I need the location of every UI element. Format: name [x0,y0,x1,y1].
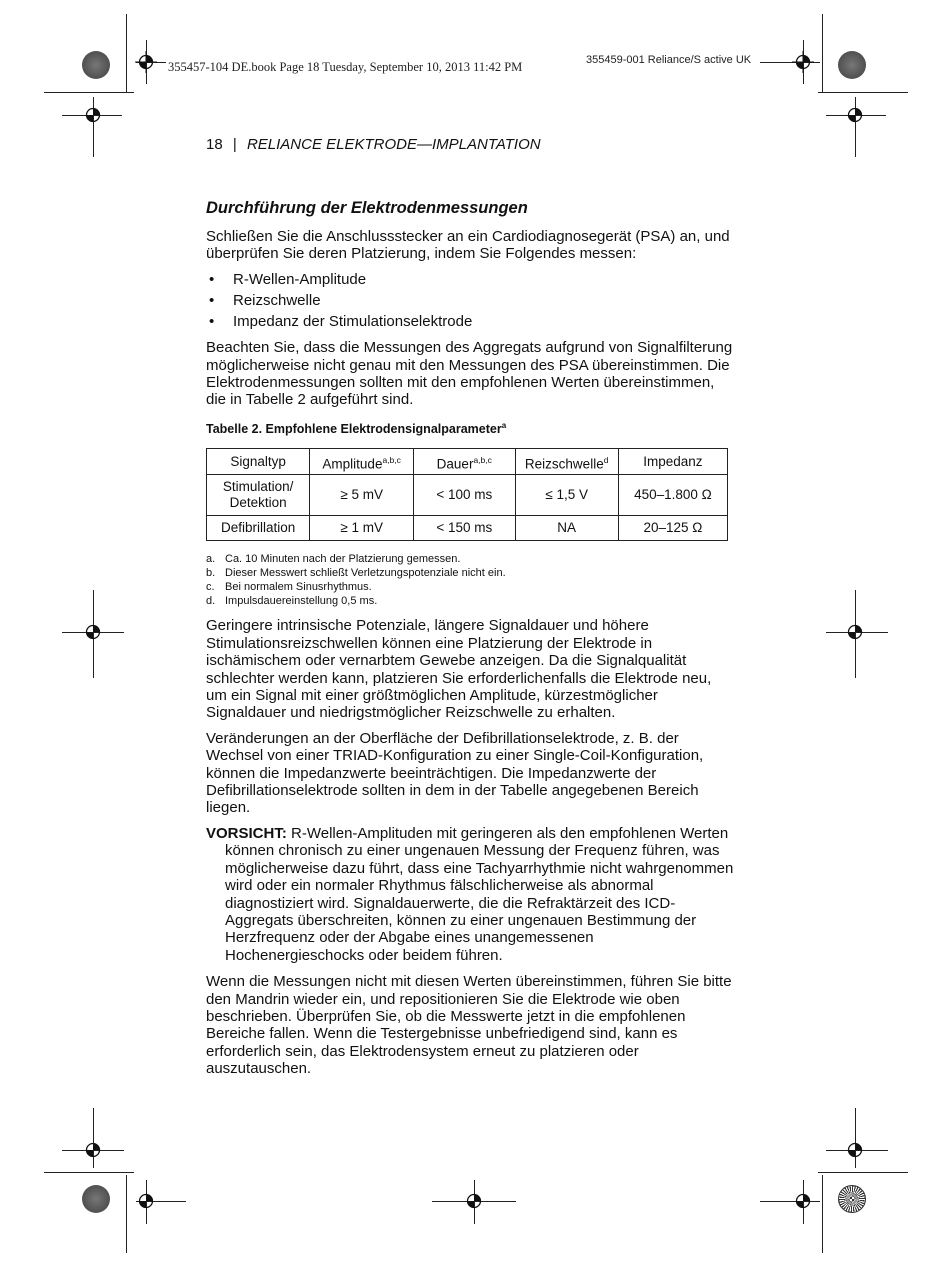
signal-parameters-table [206,448,728,541]
body-paragraph: Veränderungen an der Oberfläche der Defibrillationselektrode, z. B. der Wechsel von einer TRIAD-Konfiguration zu einer Single-Coil-Konfiguration, können die Impedanzwerte beeinträchtigen. Die Impedanzwerte der Defibrillationselektrode sollten in dem in der Tabelle angegebenen Bereich liegen. [206,729,704,817]
registration-mark-icon [82,621,104,643]
table-row [207,475,728,516]
body-paragraph: Geringere intrinsische Potenziale, längere Signaldauer und höhere Stimulationsreizschwellen können eine Platzierung der Elektrode in ischämischem oder vernarbtem Gewebe anzeigen. Da die Signalqualität schlechter werden kann, platzieren Sie erforderlichenfalls die Elektrode neu, um ein Signal mit einer größtmöglichen Amplitude, kürzestmöglicher Signaldauer und niedrigstmöglicher Reizschwelle zu erhalten. [206,617,712,722]
body-paragraph: Wenn die Messungen nicht mit diesen Werten übereinstimmen, führen Sie bitte den Mandrin wieder ein, und repositionieren Sie die Elektrode wie oben beschrieben. Überprüfen Sie, ob die Messwerte jetzt in die empfohlenen Bereiche fallen. Wenn die Testergebnisse unbefriedigend sind, kann es erforderlich sein, das Elektrodensystem erneut zu platzieren oder auszutauschen. [206,973,732,1078]
caution-text: R-Wellen-Amplituden mit geringeren als den empfohlenen Werten können chronisch zu einer ungenauen Messung der Frequenz führen, was möglicherweise dazu führt, dass eine Tachyarrhythmie nicht wahrgenommen wird oder ein normaler Rhythmus fälschlicherweise als abnormal diagnostiziert wird. Signaldauerwerte, die die Refraktärzeit des ICD-Aggregats überschreiten, können zu einer ungenauen Bestimmung der Herzfrequenz oder der Abgabe eines unangemessenen Hochenergieschocks oder beidem führen. [225,824,734,964]
list-item: • Impedanz der Stimulationselektrode [206,313,736,330]
table-cell: Defibrillation [207,516,310,541]
table-cell: Stimulation/ Detektion [207,475,310,516]
registration-mark-icon [844,104,866,126]
table-header: Dauer$^{a,b,c}$ [414,449,516,475]
registration-mark-icon [844,1139,866,1161]
caution-label: VORSICHT: [206,824,287,842]
registration-mark-icon [463,1190,485,1212]
crop-line [822,1175,823,1253]
footnote: a. Ca. 10 Minuten nach der Platzierung gemessen. [206,553,461,566]
page-content [206,198,736,1086]
measurement-list [206,271,736,330]
table-footnotes [206,552,736,608]
intro-paragraph: Schließen Sie die Anschlussstecker an ein Cardiodiagnosegerät (PSA) an, und überprüfen Sie deren Platzierung, indem Sie Folgendes messen: [206,228,730,263]
caution-paragraph [206,825,736,964]
table-cell: ≤ 1,5 V [515,475,618,516]
section-heading: Durchführung der Elektrodenmessungen [206,199,528,217]
table-caption-sup: a [501,420,507,430]
footnote: c. Bei normalem Sinusrhythmus. [206,581,372,594]
running-head-separator: | [232,136,237,153]
note-paragraph: Beachten Sie, dass die Messungen des Aggregats aufgrund von Signalfilterung möglicherweise nicht genau mit den Messungen des PSA übereinstimmen. Die Elektrodenmessungen sollten mit den empfohlenen Werten übereinstimmen, die in Tabelle 2 aufgeführt sind. [206,339,733,409]
print-slug-left: 355457-104 DE.book Page 18 Tuesday, September 10, 2013 11:42 PM [168,60,523,74]
table-header: Amplitude$^{a,b,c}$ [310,449,414,475]
crop-line [44,1172,134,1173]
table-cell: ≥ 1 mV [310,516,414,541]
table-cell: 450–1.800 Ω [618,475,727,516]
color-disc-icon [838,51,866,79]
page-number: 18 [206,136,223,153]
running-head-section: RELIANCE ELEKTRODE—IMPLANTATION [246,136,541,153]
registration-mark-icon [135,51,157,73]
crop-line [126,1175,127,1253]
running-head [206,136,541,153]
table-cell: ≥ 5 mV [310,475,414,516]
footnote: b. Dieser Messwert schließt Verletzungspotenziale nicht ein. [206,567,506,580]
registration-mark-icon [792,1190,814,1212]
crop-line [818,1172,908,1173]
list-item: • Reizschwelle [206,292,736,309]
crop-line [126,14,127,92]
table-cell: < 100 ms [414,475,516,516]
table-cell: NA [515,516,618,541]
crop-line [818,92,908,93]
table-cell: < 150 ms [414,516,516,541]
registration-mark-icon [82,1139,104,1161]
crop-line [44,92,134,93]
list-item: • R-Wellen-Amplitude [206,271,736,288]
color-disc-icon [82,51,110,79]
table-row [207,516,728,541]
registration-mark-icon [135,1190,157,1212]
registration-mark-icon [792,51,814,73]
table-cell: 20–125 Ω [618,516,727,541]
table-header: Impedanz [618,449,727,475]
color-disc-icon [82,1185,110,1213]
registration-mark-icon [82,104,104,126]
table-caption-text: Tabelle 2. Empfohlene Elektrodensignalparameter [206,422,502,436]
registration-mark-icon [844,621,866,643]
footnote: d. Impulsdauereinstellung 0,5 ms. [206,595,378,608]
table-header: Signaltyp [207,449,310,475]
table-header: Reizschwelle$^d$ [515,449,618,475]
color-disc-icon [838,1185,866,1213]
table-caption [206,417,736,439]
print-slug-right: 355459-001 Reliance/S active UK [586,54,752,66]
crop-line [822,14,823,92]
